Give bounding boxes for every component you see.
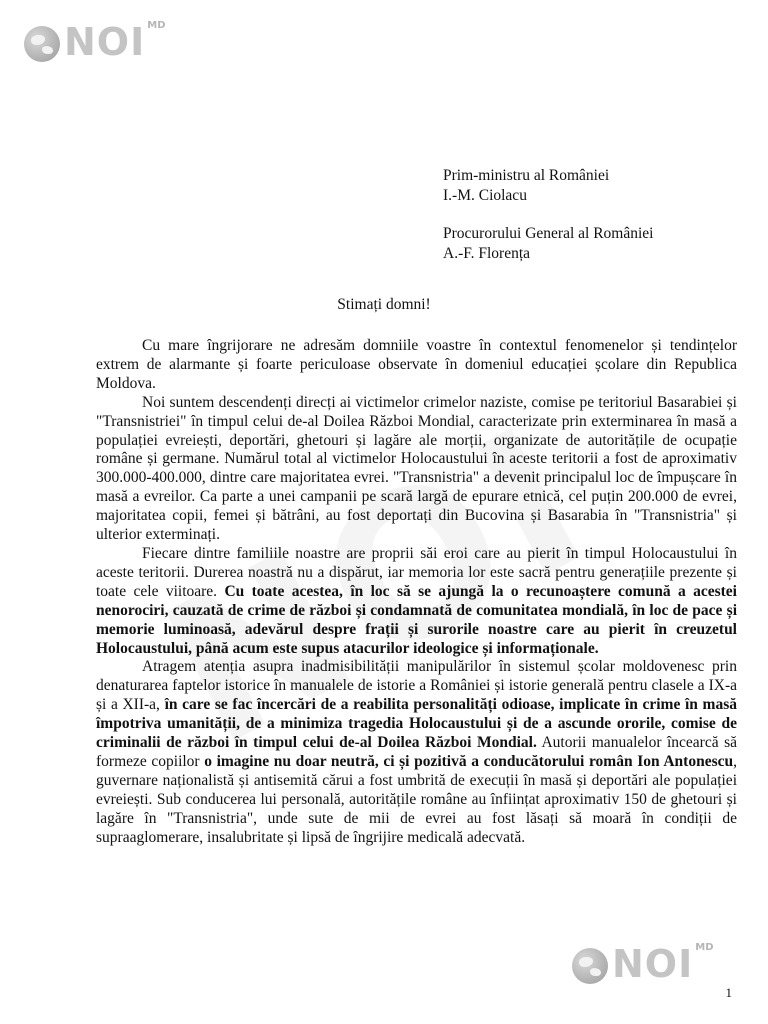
addressee-line: Prim-ministru al României [443, 167, 610, 184]
paragraph [96, 394, 737, 545]
text-run: , guvernare naționalistă și antisemită cărui a fost umbrită de execuții în masă și deportări ale populației evreiești. Sub conducerea lui personală, autoritățile române au înființat aproximativ 150 de ghetouri și lagăre în "Transnistria", unde sute de mii de evrei au fost lăsați să moară în condiții de supraaglomerare, insalubritate și lipsă de îngrijire medicală adecvată. [96, 752, 737, 846]
paragraph [96, 545, 737, 658]
noi-md-logo [24, 18, 166, 66]
letter-body [96, 337, 737, 847]
bold-text: Cu toate acestea, în loc să se ajungă la o recunoaștere comună a acestei nenorociri, cauzată de crime de război și condamnată de comunitatea mondială, în loc de pace și memorie luminoasă, adevărul despre frații și surorile noastre care au pierit în creuzetul Holocaustului, până acum este supus atacurilor ideologice și informaționale. [96, 582, 737, 657]
text-run: Cu mare îngrijorare ne adresăm domniile voastre în contextul fenomenelor și tendințelor extrem de alarmante și foarte periculoase observate în domeniul educației școlare din Republica Moldova. [96, 337, 737, 392]
logo-superscript: MD [147, 20, 166, 31]
addressee-block [443, 166, 653, 263]
bold-text: o imagine nu doar neutră, ci și pozitivă a conducătorului român Ion Antonescu [204, 752, 734, 770]
logo-word: NOI [64, 20, 146, 64]
text-run: Autorii manualelor încearcă să formeze copiilor [96, 734, 737, 770]
globe-icon [572, 948, 608, 984]
addressee-line: I.-M. Ciolacu [443, 186, 527, 204]
text-run: Fiecare dintre familiile noastre are proprii săi eroi care au pierit în timpul Holocaustului în aceste teritorii. Durerea noastră nu a dispărut, iar memoria lor este sacră pentru generațiile prezente și toate cele viitoare. [96, 544, 737, 600]
noi-md-logo-footer [572, 940, 714, 988]
page-number: 1 [725, 985, 732, 1000]
globe-icon [24, 26, 60, 62]
logo-superscript: MD [695, 942, 714, 953]
text-run: Noi suntem descendenți direcți ai victimelor crimelor naziste, comise pe teritoriul Basarabiei și "Transnistriei" în timpul celui de-al Doilea Război Mondial, caracterizate prin exterminarea în masă a populației evreiești, deportări, ghetouri și lagăre ale morții, organizate de autoritățile de ocupație române și germane. Numărul total al victimelor Holocaustului în aceste teritorii a fost de aproximativ 300.000-400.000, dintre care majoritatea evrei. "Transnistria" a devenit principalul loc de împușcare în masă a evreilor. Ca parte a unei campanii pe scară largă de epurare etnică, cel puțin 200.000 de evrei, majoritatea copii, femei și bătrâni, au fost deportați din Bucovina și Basarabia în "Transnistria" și ulterior exterminați. [96, 393, 737, 544]
addressee-line: A.-F. Florența [443, 244, 531, 262]
paragraph [96, 337, 737, 394]
salutation: Stimați domni! [337, 296, 431, 313]
logo-word: NOI [612, 942, 694, 986]
paragraph [96, 658, 737, 847]
text-run: Atragem atenția asupra inadmisibilității manipulărilor în sistemul școlar moldovenesc prin denaturarea faptelor istorice în manualele de istorie a României și istorie generală pentru clasele a IX-a și a XII-a, [96, 658, 737, 714]
bold-text: în care se fac încercări de a reabilita personalități odioase, implicate în crime în masă împotriva umanității, de a minimiza tragedia Holocaustului și de a ascunde ororile, comise de criminalii de război în timpul celui de-al Doilea Război Mondial. [96, 696, 737, 752]
addressee-line: Procurorului General al României [443, 225, 654, 242]
